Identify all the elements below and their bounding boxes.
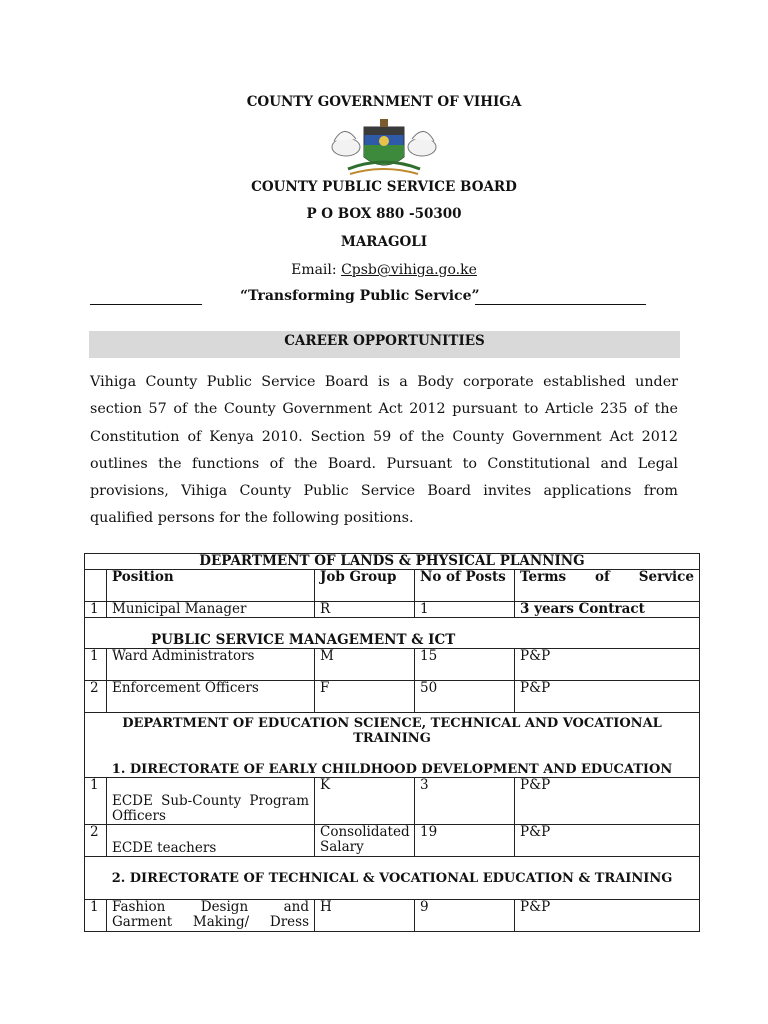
cell-position-text: ECDE Sub-County Program Officers xyxy=(112,793,309,824)
directorate-tvet-title: 2. DIRECTORATE OF TECHNICAL & VOCATIONAL EDUCATION & TRAINING xyxy=(85,857,700,900)
cell-group: M xyxy=(315,649,415,681)
directorate-ecde-title: 1. DIRECTORATE OF EARLY CHILDHOOD DEVELOPMENT AND EDUCATION xyxy=(111,762,673,777)
cell-position: Ward Administrators xyxy=(107,649,315,681)
cell-group: H xyxy=(315,900,415,932)
board-title: COUNTY PUBLIC SERVICE BOARD xyxy=(251,179,517,195)
cell-position: ECDE teachers xyxy=(107,825,315,857)
cell-position xyxy=(107,778,315,825)
cell-no: 1 xyxy=(85,778,107,825)
underline-left xyxy=(90,304,202,305)
cell-posts: 19 xyxy=(415,825,515,857)
email-link[interactable]: Cpsb@vihiga.go.ke xyxy=(341,262,477,278)
positions-table xyxy=(84,553,700,932)
email-label: Email: xyxy=(291,262,342,278)
dept-education-title: DEPARTMENT OF EDUCATION SCIENCE, TECHNICAL AND VOCATIONAL TRAINING xyxy=(122,716,662,746)
cell-posts: 1 xyxy=(415,602,515,618)
header-posts: No of Posts xyxy=(415,570,515,602)
section-banner xyxy=(89,331,680,358)
cell-posts: 3 xyxy=(415,778,515,825)
dept-heading xyxy=(85,713,700,778)
underline-right xyxy=(475,304,646,305)
cell-no: 1 xyxy=(85,900,107,932)
header-no xyxy=(85,570,107,602)
section-title: CAREER OPPORTUNITIES xyxy=(284,333,485,349)
cell-no: 2 xyxy=(85,825,107,857)
header-job-group: Job Group xyxy=(315,570,415,602)
cell-position: Enforcement Officers xyxy=(107,681,315,713)
town: MARAGOLI xyxy=(340,234,428,250)
cell-posts: 50 xyxy=(415,681,515,713)
intro-paragraph: Vihiga County Public Service Board is a Body corporate established under section 57 of the County Government Act 2012 pursuant to Article 235 of the Constitution of Kenya 2010. Section 59 of the County Government Act 2012 outlines the functions of the Board. Pursuant to Constitutional and Legal provisions, Vihiga County Public Service Board invites applications from qualified persons for the following positions. xyxy=(90,374,678,527)
cell-terms: P&P xyxy=(515,825,700,857)
county-title: COUNTY GOVERNMENT OF VIHIGA xyxy=(246,94,522,110)
cell-no: 1 xyxy=(85,602,107,618)
cell-posts: 15 xyxy=(415,649,515,681)
header-terms: Terms of Service xyxy=(515,570,700,602)
cell-terms: P&P xyxy=(515,778,700,825)
cell-group: K xyxy=(315,778,415,825)
cell-no: 1 xyxy=(85,649,107,681)
cell-terms: P&P xyxy=(515,649,700,681)
cell-position: Municipal Manager xyxy=(107,602,315,618)
cell-group: Consolidated Salary xyxy=(315,825,415,857)
cell-group: R xyxy=(315,602,415,618)
cell-terms: 3 years Contract xyxy=(515,602,700,618)
cell-terms: P&P xyxy=(515,681,700,713)
header-position: Position xyxy=(107,570,315,602)
email-line xyxy=(0,262,768,278)
cell-no: 2 xyxy=(85,681,107,713)
dept-heading: PUBLIC SERVICE MANAGEMENT & ICT xyxy=(85,618,700,649)
tagline: “Transforming Public Service” xyxy=(240,288,480,304)
cell-group: F xyxy=(315,681,415,713)
dept-heading: DEPARTMENT OF LANDS & PHYSICAL PLANNING xyxy=(85,554,700,570)
cell-terms: P&P xyxy=(515,900,700,932)
po-box: P O BOX 880 -50300 xyxy=(306,206,462,222)
cell-position: Fashion Design and Garment Making/ Dress xyxy=(107,900,315,932)
cell-posts: 9 xyxy=(415,900,515,932)
tagline-row xyxy=(90,288,646,308)
county-crest-logo xyxy=(328,117,440,181)
